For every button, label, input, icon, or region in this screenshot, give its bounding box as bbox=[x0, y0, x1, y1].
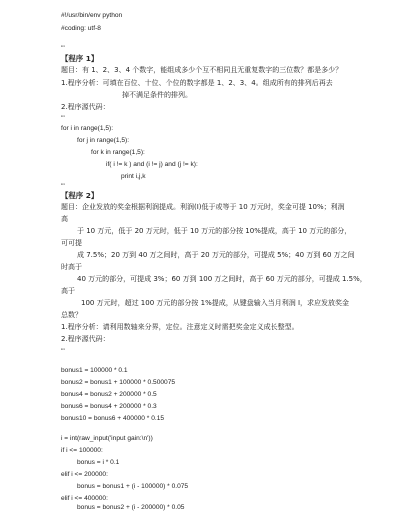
text-line: 于 10 万元，低于 20 万元时，低于 10 万元的部分按 10%提成，高于 10 万元的部分， bbox=[77, 227, 352, 235]
text-line: ''' bbox=[61, 115, 65, 122]
code-line: bonus = bonus2 + (i - 200000) * 0.05 bbox=[77, 504, 185, 511]
text-line: 高 bbox=[61, 215, 68, 223]
code-line: elif i <= 400000: bbox=[61, 495, 108, 502]
text-line: 1.程序分析：请利用数轴来分界，定位。注意定义时需把奖金定义成长整型。 bbox=[61, 323, 299, 331]
section-heading: 【程序 1】 bbox=[61, 54, 99, 63]
text-line: 1.程序分析：可填在百位、十位、个位的数字都是 1、2、3、4。组成所有的排列后再去 bbox=[61, 79, 333, 87]
text-line: 掉不满足条件的排列。 bbox=[122, 91, 192, 99]
text-line: 成 7.5%；20 万到 40 万之间时，高于 20 万元的部分，可提成 5%；40 万到 60 万之间 bbox=[77, 251, 355, 259]
code-line: elif i <= 200000: bbox=[61, 471, 108, 478]
text-line: 总数？ bbox=[61, 311, 82, 319]
code-line: bonus10 = bonus6 + 400000 * 0.15 bbox=[61, 415, 165, 422]
code-line: for j in range(1,5): bbox=[77, 137, 130, 144]
text-line: 100 万元时，超过 100 万元的部分按 1%提成，从键盘输入当月利润 I，求应发放奖金 bbox=[81, 299, 350, 307]
text-line: #!/usr/bin/env python bbox=[61, 12, 123, 19]
text-line: ''' bbox=[61, 45, 65, 52]
text-line: 可可提 bbox=[61, 239, 82, 247]
code-line: print i,j,k bbox=[121, 173, 146, 180]
text-line: 40 万元的部分，可提成 3%；60 万到 100 万之间时，高于 60 万元的部分，可提成 1.5%， bbox=[77, 275, 367, 283]
code-line: bonus = bonus1 + (i - 100000) * 0.075 bbox=[77, 483, 189, 490]
text-line: ''' bbox=[61, 348, 65, 355]
code-line: for k in range(1,5): bbox=[91, 149, 145, 156]
code-line: if i <= 100000: bbox=[61, 447, 103, 454]
code-line: bonus = i * 0.1 bbox=[77, 459, 120, 466]
text-line: 2.程序源代码： bbox=[61, 103, 110, 111]
section-heading: 【程序 2】 bbox=[61, 191, 99, 200]
code-line: bonus1 = 100000 * 0.1 bbox=[61, 367, 128, 374]
text-line: 题目：有 1、2、3、4 个数字，能组成多少个互不相同且无重复数字的三位数？都是多少？ bbox=[61, 66, 343, 74]
code-line: bonus4 = bonus2 + 200000 * 0.5 bbox=[61, 391, 157, 398]
text-line: 时高于 bbox=[61, 263, 82, 271]
text-line: 高于 bbox=[61, 287, 75, 295]
code-line: if( i != k ) and (i != j) and (j != k): bbox=[106, 161, 198, 168]
code-line: bonus6 = bonus4 + 200000 * 0.3 bbox=[61, 403, 157, 410]
text-line: 2.程序源代码： bbox=[61, 335, 110, 343]
code-line: for i in range(1,5): bbox=[61, 125, 114, 132]
text-line: #coding: utf-8 bbox=[61, 25, 101, 32]
text-line: ''' bbox=[61, 183, 65, 190]
text-line: 题目：企业发放的奖金根据利润提成。利润(I)低于或等于 10 万元时，奖金可提 10%；利润 bbox=[61, 203, 345, 211]
code-line: i = int(raw_input('input gain:\n')) bbox=[61, 435, 153, 442]
code-line: bonus2 = bonus1 + 100000 * 0.500075 bbox=[61, 379, 176, 386]
